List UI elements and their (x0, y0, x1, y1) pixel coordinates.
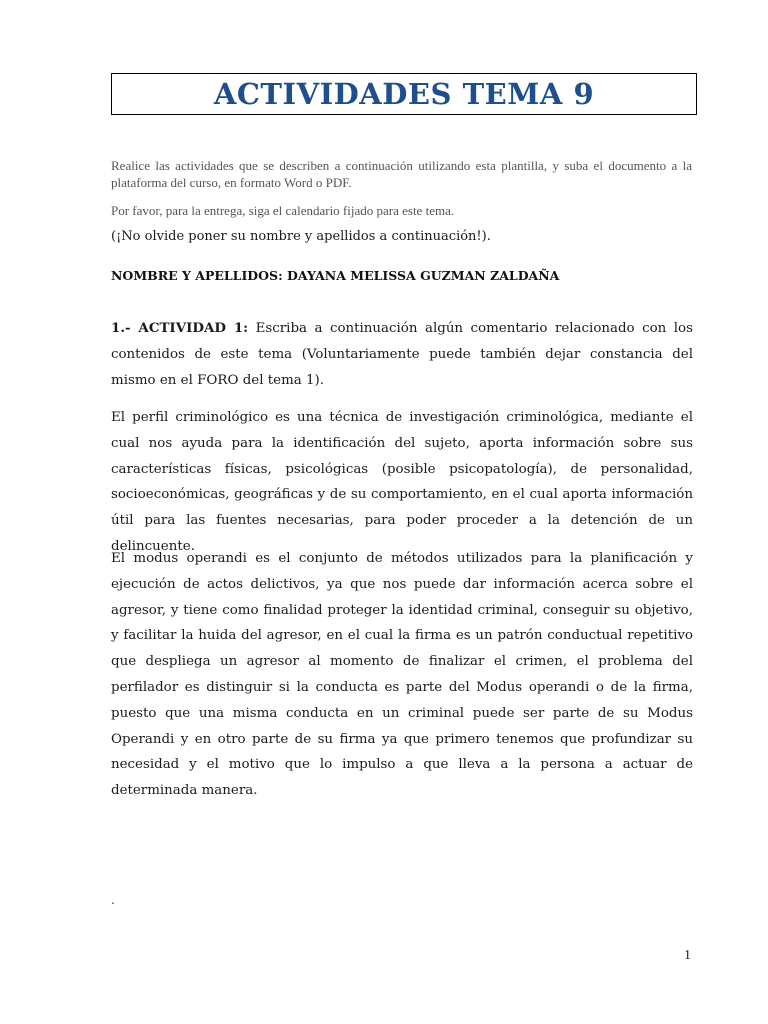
answer-paragraph-2: El modus operandi es el conjunto de métodos utilizados para la planificación y ejecución de actos delictivos, ya que nos puede dar información acerca sobre el agresor, y tiene como finalidad proteger la identidad criminal, conseguir su objetivo, y facilitar la huida del agresor, en el cual la firma es un patrón conductual repetitivo que despliega un agresor al momento de finalizar el crimen, el problema del perfilador es distinguir si la conducta es parte del Modus operandi o de la firma, puesto que una misma conducta en un criminal puede ser parte de su Modus Operandi y en otro parte de su firma ya que primero tenemos que profundizar su necesidad y el motivo que lo impulso a que lleva a la persona a actuar de determinada manera. (111, 551, 693, 799)
title-box (111, 73, 697, 115)
name-reminder: (¡No olvide poner su nombre y apellidos a continuación!). (111, 229, 491, 244)
answer-paragraph-1: El perfil criminológico es una técnica de investigación criminológica, mediante el cual nos ayuda para la identificación del sujeto, aporta información sobre sus características físicas, psicológicas (posible psicopatología), de personalidad, socioeconómicas, geográficas y de su comportamiento, en el cual aporta información útil para las fuentes necesarias, para poder proceder a la detención de un delincuente. (111, 410, 693, 554)
activity-1-prompt (111, 316, 693, 393)
stray-mark: . (111, 893, 115, 907)
instruction-paragraph-2: Por favor, para la entrega, siga el calendario fijado para este tema. (111, 203, 455, 218)
document-title: ACTIVIDADES TEMA 9 (213, 77, 595, 111)
instruction-paragraph-1: Realice las actividades que se describen a continuación utilizando esta plantilla, y suba el documento a la plataforma del curso, en formato Word o PDF. (111, 158, 692, 190)
activity-1-label: 1.- ACTIVIDAD 1: (111, 320, 249, 336)
student-name-line: NOMBRE Y APELLIDOS: DAYANA MELISSA GUZMAN ZALDAÑA (111, 268, 560, 283)
activity-1-prompt-text: Escriba a continuación algún comentario relacionado con los contenidos de este tema (Voluntariamente puede también dejar constancia del mismo en el FORO del tema 1). (111, 321, 693, 388)
page-number: 1 (684, 948, 691, 963)
